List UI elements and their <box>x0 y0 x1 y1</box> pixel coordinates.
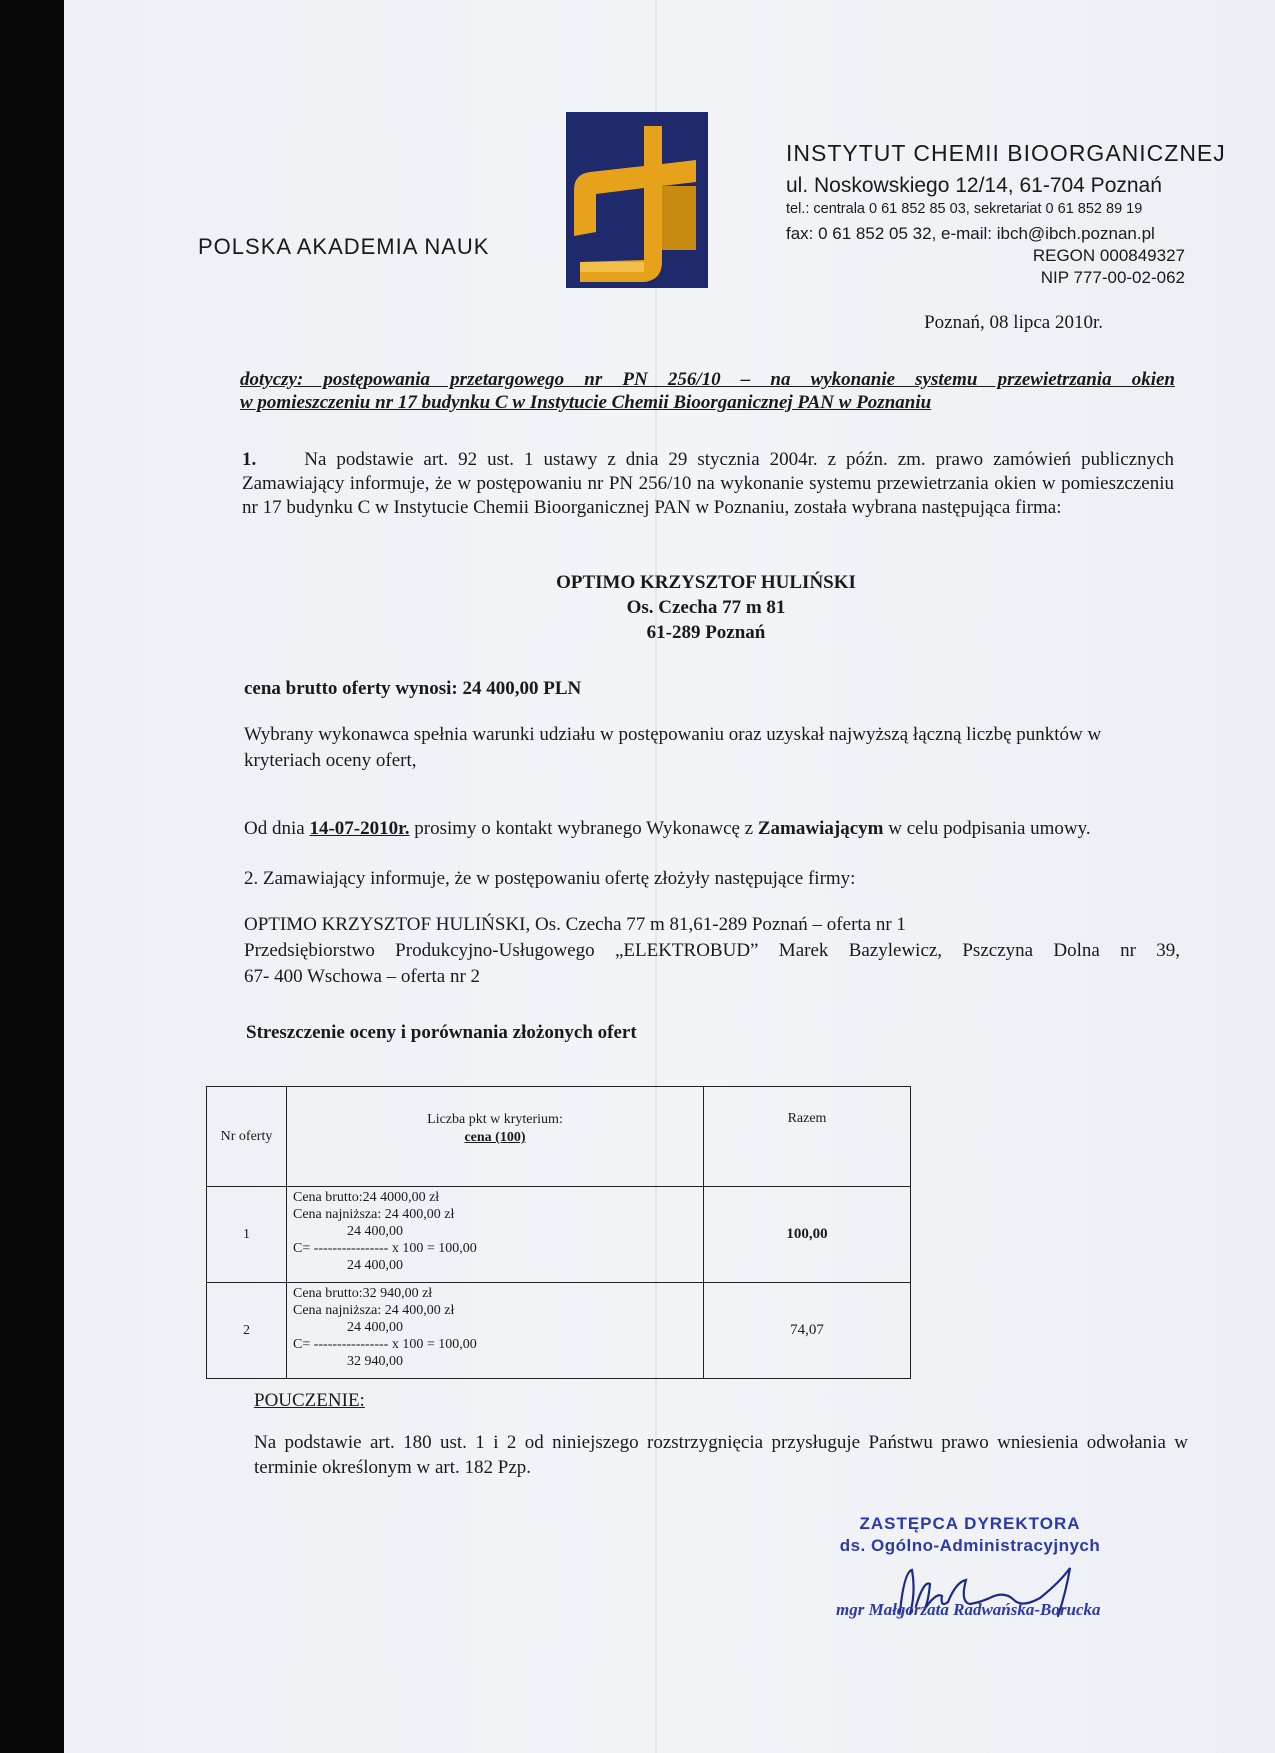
offers-list <box>244 912 1180 990</box>
row-total: 74,07 <box>704 1283 911 1379</box>
row-total: 100,00 <box>704 1187 911 1283</box>
contact-text-pre: Od dnia <box>244 818 310 839</box>
selected-company-name: OPTIMO KRZYSZTOF HULIŃSKI <box>556 572 856 593</box>
institute-nip: NIP 777-00-02-062 <box>1040 268 1185 287</box>
row-offer-number: 1 <box>207 1187 287 1283</box>
row-denominator: 32 940,00 <box>347 1354 403 1369</box>
offer-2: Przedsiębiorstwo Produkcyjno-Usługowego „ELEKTROBUD” Marek Bazylewicz, Pszczyna Dolna nr 39, <box>244 940 1180 961</box>
row-calculation <box>287 1283 704 1379</box>
notice-heading: POUCZENIE: <box>254 1390 365 1411</box>
table-row <box>207 1187 911 1283</box>
header-criteria <box>287 1087 704 1187</box>
contact-party: Zamawiającym <box>757 818 884 839</box>
institute-fax-email: fax: 0 61 852 05 32, e-mail: ibch@ibch.poznan.pl <box>786 224 1155 243</box>
selected-company <box>446 570 966 645</box>
row-lowest-price: Cena najniższa: 24 400,00 zł <box>293 1303 455 1318</box>
institute-regon: REGON 000849327 <box>1032 246 1185 265</box>
paragraph-1-text: Na podstawie art. 92 ust. 1 ustawy z dnia 29 stycznia 2004r. z późn. zm. prawo zamówień publicznych Zamawiający informuje, że w postępowaniu nr PN 256/10 na wykonanie systemu przewietrzania okien w pomieszczeniu nr 17 budynku C w Instytucie Chemii Bioorganicznej PAN w Poznaniu, została wybrana następująca firma: <box>242 449 1174 518</box>
table-row <box>207 1283 911 1379</box>
table-header-row <box>207 1087 911 1187</box>
institute-address: ul. Noskowskiego 12/14, 61-704 Poznań <box>786 174 1162 197</box>
row-lowest-price: Cena najniższa: 24 400,00 zł <box>293 1207 455 1222</box>
institute-name: INSTYTUT CHEMII BIOORGANICZNEJ <box>786 140 1226 166</box>
stamp-subtitle: ds. Ogólno-Administracyjnych <box>839 1536 1101 1555</box>
offer-1: OPTIMO KRZYSZTOF HULIŃSKI, Os. Czecha 77 m 81,61-289 Poznań – oferta nr 1 <box>244 914 906 935</box>
row-calculation <box>287 1187 704 1283</box>
offer-2-address: 67- 400 Wschowa – oferta nr 2 <box>244 966 481 987</box>
subject-line-1: dotyczy: postępowania przetargowego nr PN 256/10 – na wykonanie systemu przewietrzania okien <box>240 369 1175 390</box>
row-formula: C= ---------------- x 100 = 100,00 <box>293 1241 477 1256</box>
evaluation-table <box>206 1086 911 1379</box>
selected-company-street: Os. Czecha 77 m 81 <box>626 597 786 618</box>
subject <box>240 368 1175 414</box>
contact-text-post: w celu podpisania umowy. <box>883 818 1091 839</box>
selected-company-city: 61-289 Poznań <box>646 622 766 643</box>
paragraph-contact <box>244 818 1174 840</box>
paragraph-offers-intro: 2. Zamawiający informuje, że w postępowaniu ofertę złożyły następujące firmy: <box>244 868 856 889</box>
paragraph-2: Wybrany wykonawca spełnia warunki udziału w postępowaniu oraz uzyskał najwyższą łączną liczbę punktów w kryteriach oceny ofert, <box>244 724 1102 771</box>
notice-text: Na podstawie art. 180 ust. 1 i 2 od niniejszego rozstrzygnięcia przysługuje Państwu prawo wniesienia odwołania w terminie określonym w art. 182 Pzp. <box>254 1432 1188 1478</box>
header-criteria-label: Liczba pkt w kryterium: <box>427 1112 563 1127</box>
scan-edge <box>0 0 64 1753</box>
institute-logo <box>566 112 708 288</box>
contact-date: 14-07-2010r. <box>309 818 410 839</box>
institute-phone: tel.: centrala 0 61 852 85 03, sekretariat 0 61 852 89 19 <box>786 201 1143 217</box>
row-offer-number: 2 <box>207 1283 287 1379</box>
row-numerator: 24 400,00 <box>347 1224 403 1239</box>
official-stamp <box>760 1514 1180 1556</box>
paragraph-1 <box>242 448 1174 520</box>
row-gross-price: Cena brutto:32 940,00 zł <box>293 1286 433 1301</box>
org-name-pan: POLSKA AKADEMIA NAUK <box>198 234 490 259</box>
header-offer-number: Nr oferty <box>207 1087 287 1187</box>
row-numerator: 24 400,00 <box>347 1320 403 1335</box>
header-total: Razem <box>704 1087 911 1187</box>
contact-text-mid: prosimy o kontakt wybranego Wykonawcę z <box>409 818 758 839</box>
header-criteria-price: cena (100) <box>464 1130 526 1145</box>
subject-line-2: w pomieszczeniu nr 17 budynku C w Instytucie Chemii Bioorganicznej PAN w Poznaniu <box>240 392 932 413</box>
gross-price: cena brutto oferty wynosi: 24 400,00 PLN <box>244 678 582 699</box>
row-gross-price: Cena brutto:24 4000,00 zł <box>293 1190 440 1205</box>
stamp-title: ZASTĘPCA DYREKTORA <box>859 1514 1081 1533</box>
summary-title: Streszczenie oceny i porównania złożonych ofert <box>246 1022 637 1043</box>
signatory-name: mgr Małgorzata Radwańska-Borucka <box>836 1600 1101 1619</box>
row-formula: C= ---------------- x 100 = 100,00 <box>293 1337 477 1352</box>
row-denominator: 24 400,00 <box>347 1258 403 1273</box>
document-date: Poznań, 08 lipca 2010r. <box>924 312 1103 333</box>
paragraph-1-number: 1. <box>242 449 257 470</box>
